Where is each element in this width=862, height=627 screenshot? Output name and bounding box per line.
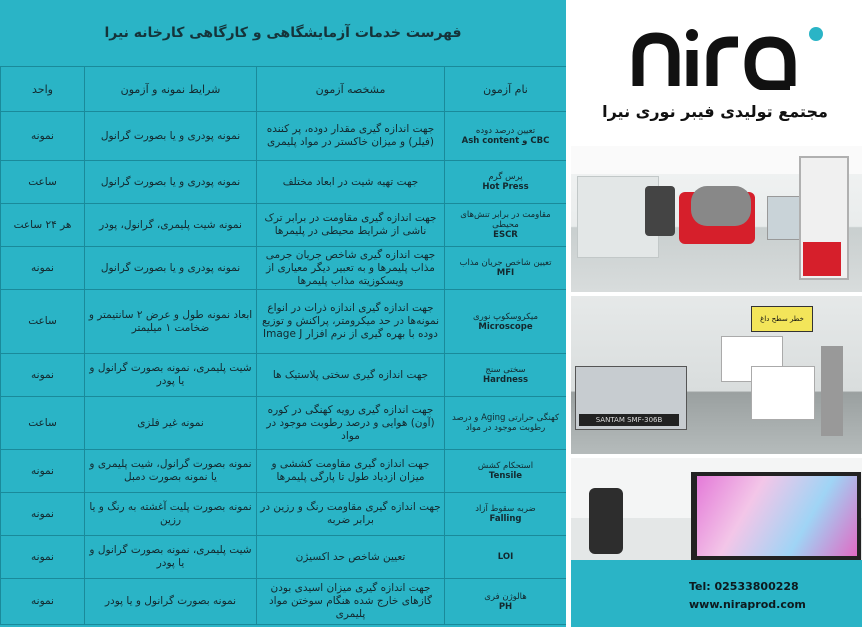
cell-test-spec: جهت اندازه گیری میزان اسیدی بودن گازهای خارج شده هنگام سوختن مواد پلیمری	[257, 579, 445, 625]
cell-test-name	[445, 354, 567, 397]
table-row	[1, 493, 567, 536]
table-row	[1, 112, 567, 161]
phone-number: Tel: 02533800228	[689, 580, 799, 593]
test-name-fa: پرس گرم	[488, 172, 523, 182]
cell-test-name	[445, 247, 567, 290]
test-name-fa: هالوژن فری	[484, 591, 527, 602]
cell-unit: هر ۲۴ ساعت	[1, 204, 85, 247]
table-header-row	[1, 67, 567, 112]
cell-test-spec: جهت اندازه گیری مقدار دوده، پر کننده (فیلر) و میزان خاکستر در مواد پلیمری	[257, 112, 445, 161]
cell-test-name	[445, 536, 567, 579]
cell-test-name	[445, 579, 567, 625]
warning-sign: خطر سطح داغ	[751, 306, 813, 332]
table-row	[1, 354, 567, 397]
test-name-en: Microscope	[478, 321, 533, 332]
header-unit: واحد	[1, 67, 85, 112]
test-name-en: Falling	[489, 514, 522, 524]
test-name-en: PH	[498, 601, 513, 612]
cell-unit: ساعت	[1, 161, 85, 204]
table-row	[1, 204, 567, 247]
cell-test-name	[445, 450, 567, 493]
cell-test-spec: جهت اندازه گیری مقاومت کششی و میزان ازدیاد طول تا پارگی پلیمرها	[257, 450, 445, 493]
cell-test-name	[445, 204, 567, 247]
contact-bar	[571, 560, 862, 627]
test-name-en: LOI	[497, 552, 514, 562]
cell-test-spec: جهت اندازه گیری شاخص جریان جرمی مذاب پلیمرها و به تعبیر دیگر معیاری از ویسکوزیته مذاب پلیمرها	[257, 247, 445, 290]
lab-photo-1	[571, 146, 862, 292]
website: www.niraprod.com	[689, 598, 806, 611]
header-conditions: شرایط نمونه و آزمون	[85, 67, 257, 112]
table-row	[1, 579, 567, 625]
test-name-fa: مقاومت در برابر تنش‌های محیطی	[460, 210, 551, 230]
header-test-name: نام آزمون	[445, 67, 567, 112]
cell-conditions: نمونه بصورت گرانول، شیت پلیمری و یا نمونه بصورت دمبل	[85, 450, 257, 493]
cell-unit: نمونه	[1, 247, 85, 290]
table-row	[1, 161, 567, 204]
cell-conditions: نمونه پودری و یا بصورت گرانول	[85, 112, 257, 161]
cell-test-name	[445, 112, 567, 161]
cell-test-spec: جهت اندازه گیری سختی پلاستیک ها	[257, 354, 445, 397]
cell-conditions: شیت پلیمری، نمونه بصورت گرانول و یا پودر	[85, 536, 257, 579]
cell-conditions: ابعاد نمونه طول و عرض ۲ سانتیمتر و ضخامت ۱ میلیمتر	[85, 290, 257, 354]
test-name-fa: کهنگی حرارتی Aging و درصد رطوبت موجود در مواد	[451, 413, 559, 433]
cell-unit: نمونه	[1, 579, 85, 625]
lab-photo-2	[571, 296, 862, 454]
cell-unit: نمونه	[1, 112, 85, 161]
test-name-en: Tensile	[488, 471, 523, 481]
cell-test-spec: جهت اندازه گیری اندازه ذرات در انواع نمونه‌ها در حد میکرومتر، پراکنش و توزیع دوده با بهره گیری از نرم افزار Image J	[257, 290, 445, 354]
test-name-en: Hardness	[482, 375, 529, 385]
header-test-spec: مشخصه آزمون	[257, 67, 445, 112]
cell-test-spec: جهت اندازه گیری رویه کهنگی در کوره (آون) هوایی و درصد رطوبت موجود در مواد	[257, 397, 445, 450]
cell-test-name	[445, 161, 567, 204]
cell-conditions: نمونه پودری و یا بصورت گرانول	[85, 161, 257, 204]
cell-conditions: نمونه غیر فلزی	[85, 397, 257, 450]
cell-test-name	[445, 290, 567, 354]
cell-conditions: نمونه بصورت پلیت آغشته به رنگ و یا رزین	[85, 493, 257, 536]
cell-test-spec: جهت اندازه گیری مقاومت رنگ و رزین در برابر ضربه	[257, 493, 445, 536]
table-row	[1, 247, 567, 290]
cell-test-spec: جهت تهیه شیت در ابعاد مختلف	[257, 161, 445, 204]
nira-logo	[630, 26, 830, 90]
test-name-fa: استحکام کشش	[477, 461, 534, 471]
test-name-fa: ضربه سقوط آزاد	[475, 504, 536, 514]
table-row	[1, 536, 567, 579]
cell-conditions: نمونه بصورت گرانول و یا پودر	[85, 579, 257, 625]
cell-unit: ساعت	[1, 397, 85, 450]
cell-unit: نمونه	[1, 536, 85, 579]
test-name-en: ESCR	[493, 230, 518, 240]
services-table	[0, 66, 566, 625]
lab-photo-3	[571, 458, 862, 560]
test-name-en: CBC و Ash content	[461, 136, 550, 146]
cell-unit: نمونه	[1, 354, 85, 397]
cell-conditions: نمونه پودری و یا بصورت گرانول	[85, 247, 257, 290]
test-name-fa: میکروسکوپ نوری	[472, 311, 539, 322]
cell-test-spec: تعیین شاخص حد اکسیژن	[257, 536, 445, 579]
cell-unit: نمونه	[1, 493, 85, 536]
test-name-en: MFI	[496, 268, 515, 278]
brand-slogan: مجتمع تولیدی فیبر نوری نیرا	[602, 102, 828, 121]
page-title: فهرست خدمات آزمایشگاهی و کارگاهی کارخانه نیرا	[104, 25, 462, 41]
device-label: SANTAM SMF-306B	[579, 414, 679, 426]
cell-conditions: شیت پلیمری، نمونه بصورت گرانول و یا پودر	[85, 354, 257, 397]
cell-test-spec: جهت اندازه گیری مقاومت در برابر ترک ناشی از شرایط محیطی در پلیمرها	[257, 204, 445, 247]
test-name-fa: سختی سنج	[485, 365, 526, 375]
table-row	[1, 290, 567, 354]
table-row	[1, 397, 567, 450]
cell-unit: نمونه	[1, 450, 85, 493]
cell-test-name	[445, 493, 567, 536]
test-name-fa: تعیین درصد دوده	[475, 126, 536, 136]
cell-unit: ساعت	[1, 290, 85, 354]
test-name-en: Hot Press	[482, 182, 529, 192]
cell-test-name	[445, 397, 567, 450]
test-name-fa: تعیین شاخص جریان مذاب	[459, 258, 552, 268]
table-row	[1, 450, 567, 493]
cell-conditions: نمونه شیت پلیمری، گرانول، پودر	[85, 204, 257, 247]
